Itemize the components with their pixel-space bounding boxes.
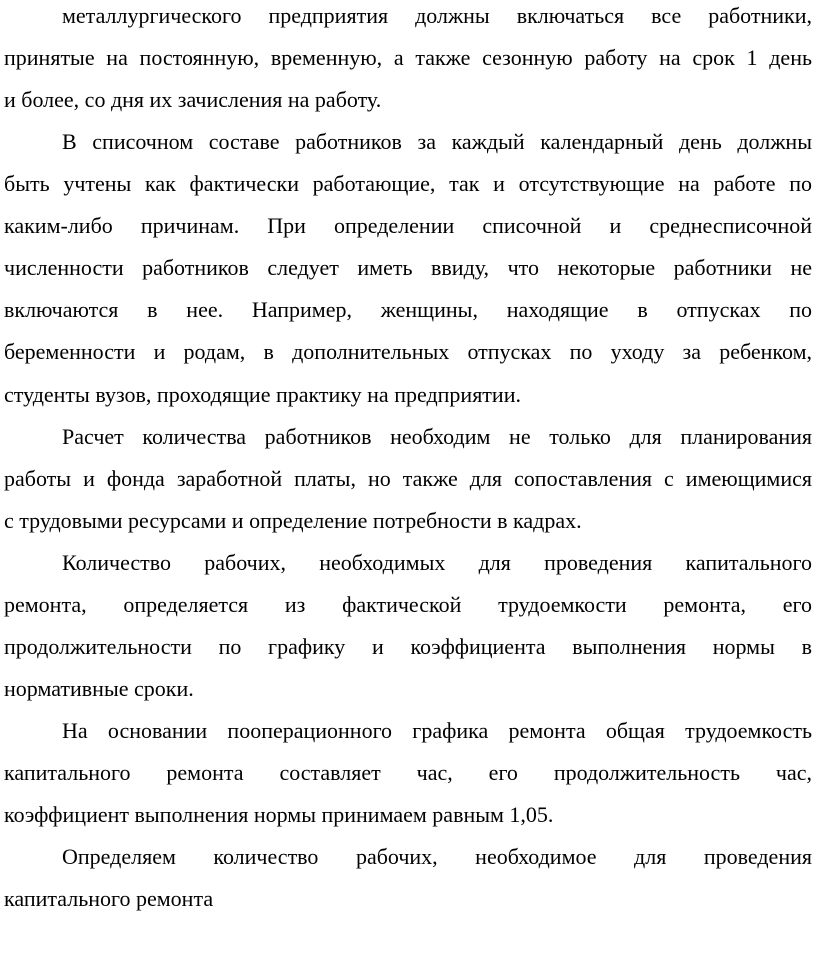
text-line: каким-либо причинам. При определении списочной и среднесписочной [4,213,812,239]
text-line: В списочном составе работников за каждый календарный день должны [62,129,812,154]
text-line: капитального ремонта составляет час, его продолжительность час, [4,760,812,786]
paragraph-3 [4,416,812,542]
text-line: продолжительности по графику и коэффициента выполнения нормы в [4,634,812,660]
text-line: Расчет количества работников необходим не только для планирования [62,424,812,449]
text-line: принятые на постоянную, временную, а также сезонную работу на срок 1 день [4,45,812,71]
text-line: Определяем количество рабочих, необходимое для проведения [62,844,812,869]
text-line: работы и фонда заработной платы, но также для сопоставления с имеющимися [4,466,812,492]
paragraph-5 [4,710,812,836]
paragraph-4 [4,542,812,710]
text-line: ремонта, определяется из фактической трудоемкости ремонта, его [4,592,812,618]
paragraph-1 [4,0,812,121]
paragraph-6 [4,836,812,920]
text-line: включаются в нее. Например, женщины, находящие в отпусках по [4,297,812,323]
text-line: На основании пооперационного графика ремонта общая трудоемкость [62,718,812,743]
text-line: металлургического предприятия должны включаться все работники, [62,3,812,28]
text-line: нормативные сроки. [4,676,194,702]
text-line: капитального ремонта [4,886,214,912]
text-line: быть учтены как фактически работающие, так и отсутствующие на работе по [4,171,812,197]
text-line: с трудовыми ресурсами и определение потребности в кадрах. [4,508,582,534]
text-line: Количество рабочих, необходимых для проведения капитального [62,550,812,575]
text-line: беременности и родам, в дополнительных отпусках по уходу за ребенком, [4,339,812,365]
text-line: и более, со дня их зачисления на работу. [4,87,382,113]
text-line: численности работников следует иметь ввиду, что некоторые работники не [4,255,812,281]
text-line: коэффициент выполнения нормы принимаем равным 1,05. [4,802,554,828]
paragraph-2 [4,121,812,416]
text-line: студенты вузов, проходящие практику на предприятии. [4,381,521,407]
